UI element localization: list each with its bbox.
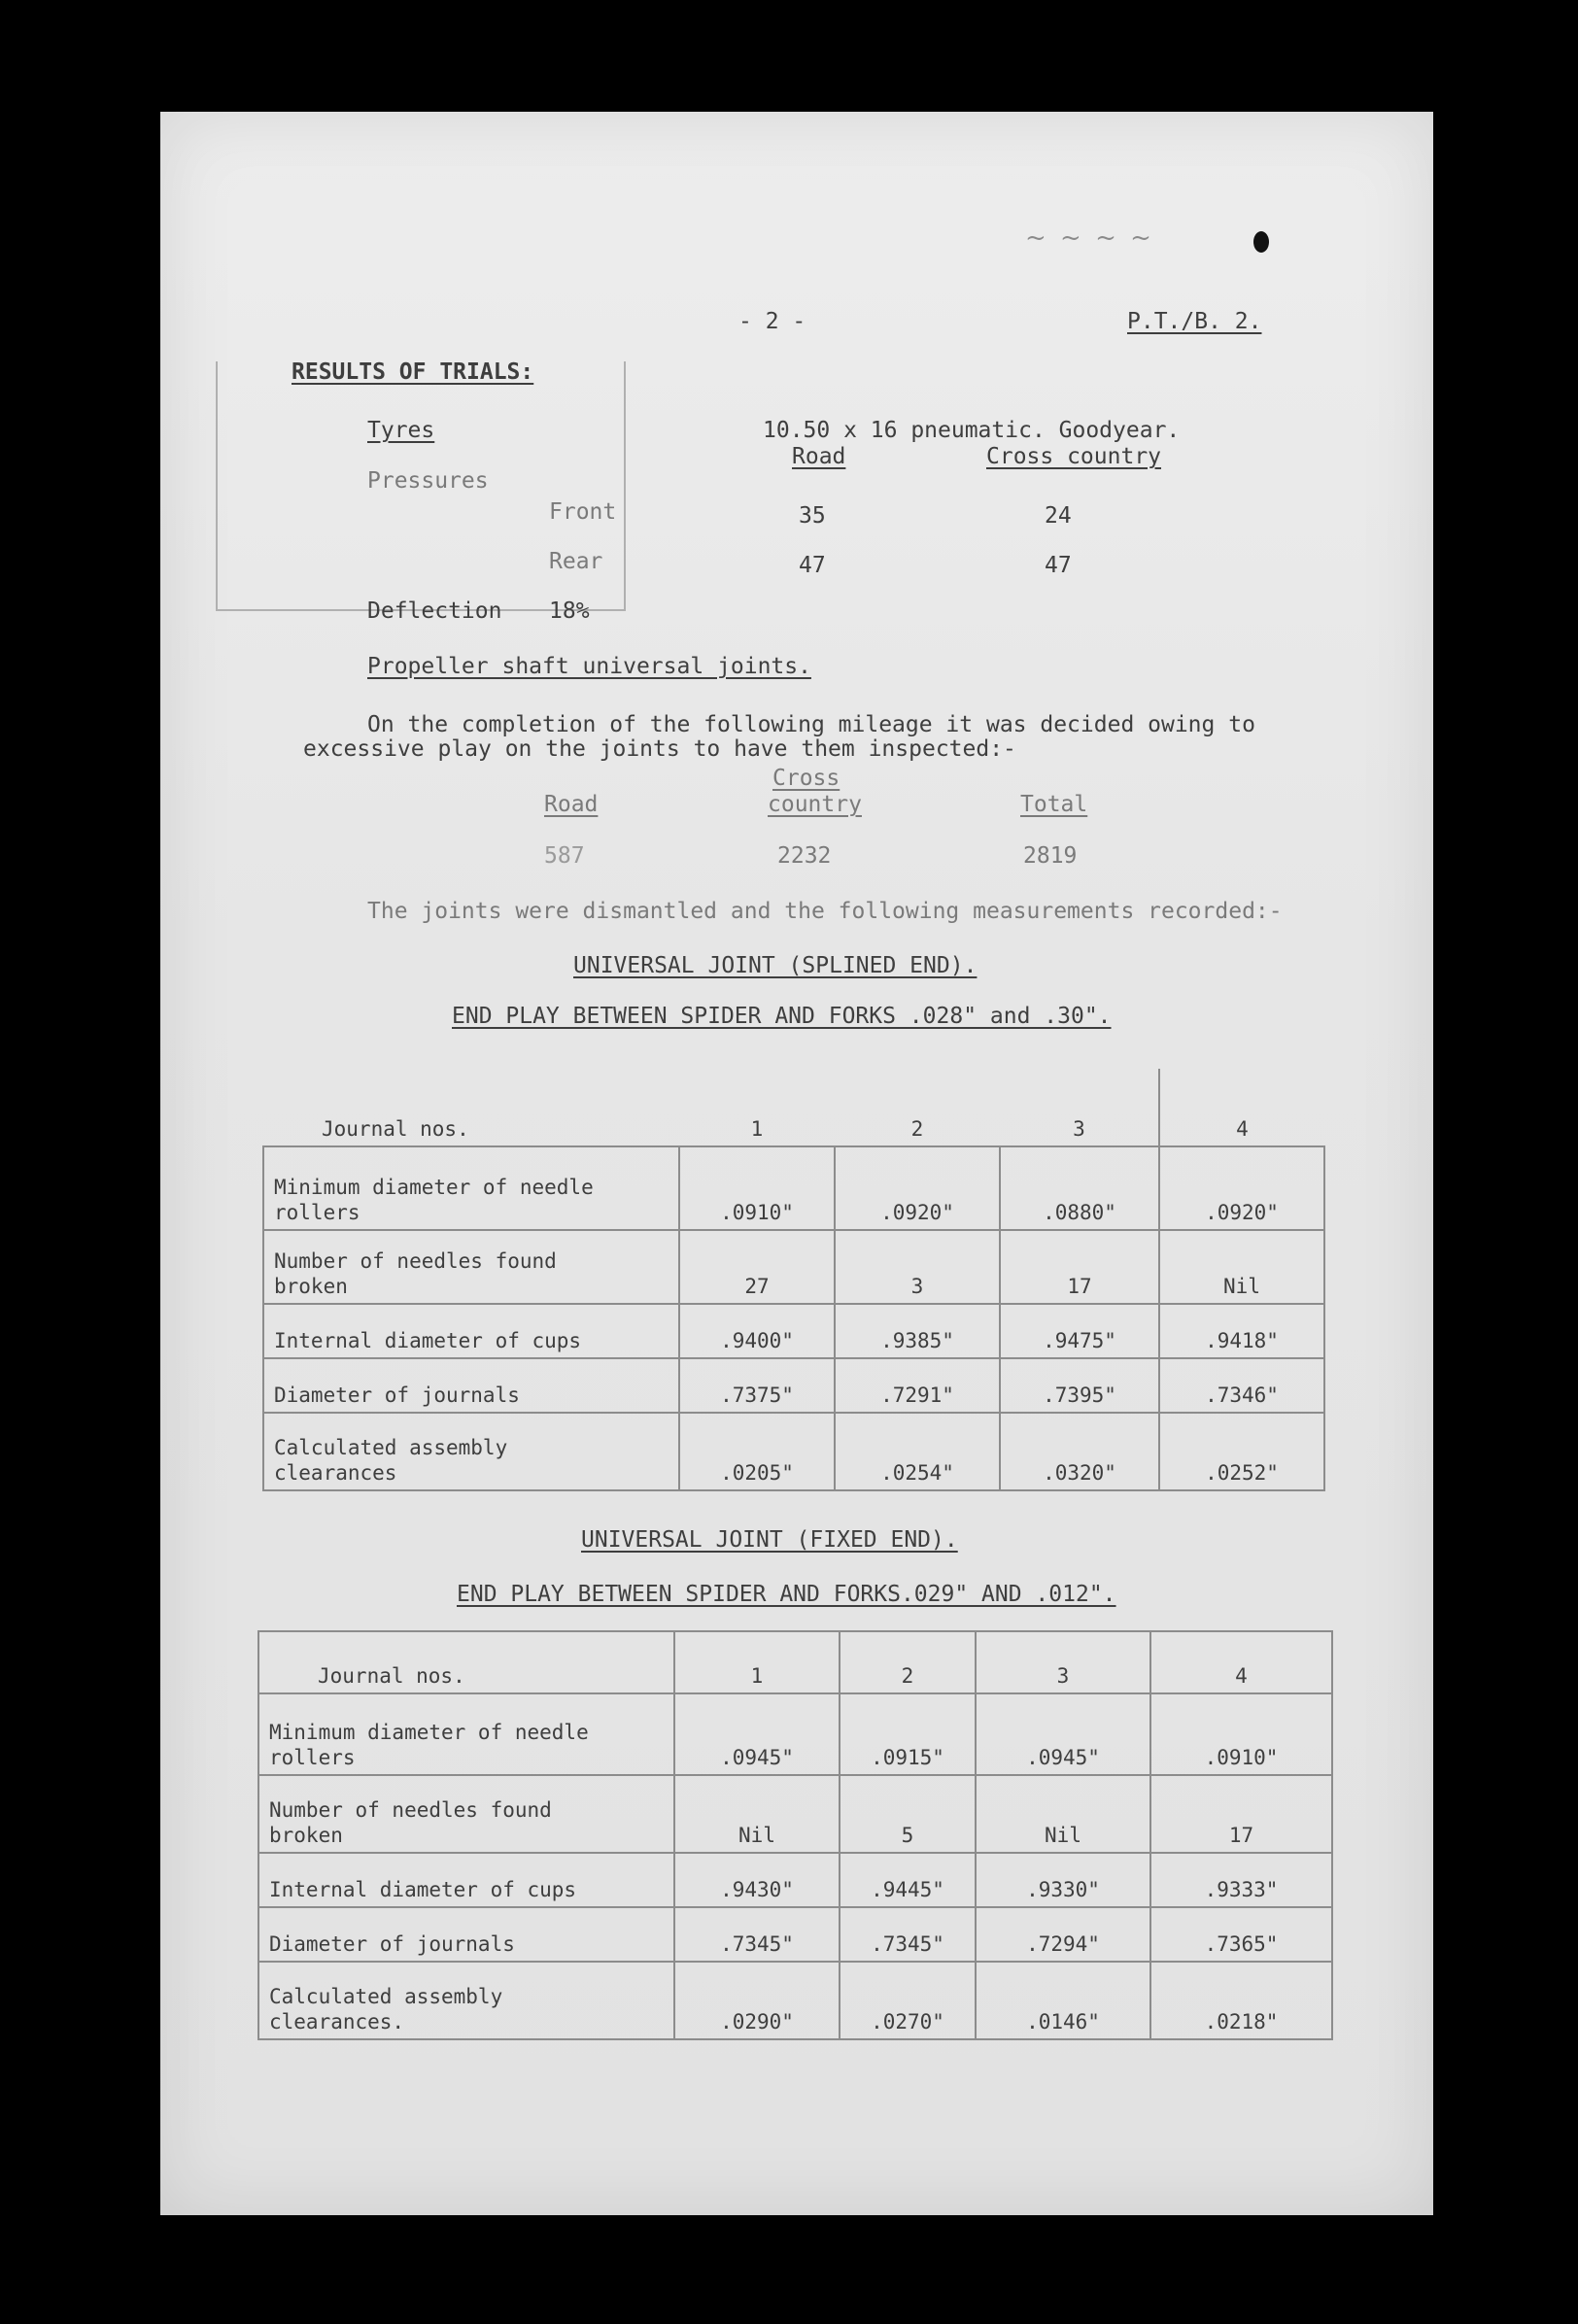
- table-cell: .0880": [1000, 1146, 1159, 1230]
- front-label: Front: [549, 499, 617, 525]
- table1-header-col4: 4: [1159, 1069, 1324, 1146]
- table1-title: UNIVERSAL JOINT (SPLINED END).: [573, 953, 978, 978]
- mileage-total-value: 2819: [1023, 843, 1078, 869]
- table-cell: 17: [1150, 1775, 1332, 1853]
- table1-header-label: Journal nos.: [263, 1069, 679, 1146]
- table-cell: .9333": [1150, 1853, 1332, 1907]
- table-cell: .0920": [835, 1146, 1000, 1230]
- table-cell: 27: [679, 1230, 835, 1304]
- table-cell: .7365": [1150, 1907, 1332, 1962]
- table-cell: .7294": [976, 1907, 1150, 1962]
- row-label-line1: Minimum diameter of needle: [274, 1176, 594, 1199]
- row-label: [258, 1775, 674, 1853]
- table-cell: .0290": [674, 1962, 840, 2039]
- row-label: Internal diameter of cups: [263, 1304, 679, 1358]
- row-label-line2: rollers: [269, 1746, 356, 1769]
- table2-title: UNIVERSAL JOINT (FIXED END).: [581, 1527, 958, 1553]
- table-cell: .0920": [1159, 1146, 1324, 1230]
- mileage-cross-value: 2232: [777, 843, 832, 869]
- table-cell: .9475": [1000, 1304, 1159, 1358]
- deflection-value: 18%: [549, 598, 590, 624]
- results-heading: RESULTS OF TRIALS:: [292, 359, 534, 385]
- rear-label: Rear: [549, 549, 603, 574]
- measurements-line: The joints were dismantled and the following measurements recorded:-: [367, 899, 1283, 924]
- row-label: [263, 1413, 679, 1490]
- table-cell: 17: [1000, 1230, 1159, 1304]
- table-cell: .0945": [674, 1693, 840, 1775]
- table2: [257, 1630, 1333, 2040]
- table-cell: Nil: [1159, 1230, 1324, 1304]
- rear-cross-value: 47: [1045, 553, 1072, 578]
- row-label: [258, 1693, 674, 1775]
- pressures-label: Pressures: [367, 468, 489, 494]
- table-row: [258, 1907, 1332, 1962]
- table-row: [263, 1146, 1324, 1230]
- table2-header-col4: 4: [1150, 1631, 1332, 1693]
- table-cell: .9400": [679, 1304, 835, 1358]
- row-label: [263, 1146, 679, 1230]
- table-row: [258, 1962, 1332, 2039]
- table-cell: .7345": [674, 1907, 840, 1962]
- deflection-label: Deflection: [367, 598, 502, 624]
- table1-header-row: [263, 1069, 1324, 1146]
- tyres-col-road: Road: [792, 444, 846, 469]
- table-row: [263, 1304, 1324, 1358]
- tyres-label: Tyres: [367, 418, 435, 443]
- tyres-description: 10.50 x 16 pneumatic. Goodyear.: [763, 418, 1181, 443]
- front-road-value: 35: [799, 503, 826, 529]
- table-cell: .9330": [976, 1853, 1150, 1907]
- table-cell: 5: [840, 1775, 976, 1853]
- table2-header-row: [258, 1631, 1332, 1693]
- page-number: - 2 -: [738, 309, 806, 334]
- table-cell: .0218": [1150, 1962, 1332, 2039]
- table-cell: .0910": [679, 1146, 835, 1230]
- table1: [262, 1069, 1325, 1491]
- row-label-line2: clearances: [274, 1461, 397, 1485]
- mileage-col-cross-top: Cross: [772, 766, 840, 791]
- table-row: [263, 1230, 1324, 1304]
- table2-subtitle: END PLAY BETWEEN SPIDER AND FORKS.029" AND .012".: [457, 1582, 1116, 1607]
- table-cell: .0252": [1159, 1413, 1324, 1490]
- table-row: [263, 1358, 1324, 1413]
- table-cell: .9445": [840, 1853, 976, 1907]
- row-label-line1: Calculated assembly: [274, 1436, 508, 1459]
- row-label-line1: Number of needles found: [274, 1249, 557, 1273]
- row-label: [258, 1962, 674, 2039]
- table1-header-col2: 2: [835, 1069, 1000, 1146]
- table-cell: .9385": [835, 1304, 1000, 1358]
- row-label-line1: Minimum diameter of needle: [269, 1721, 589, 1744]
- table-cell: Nil: [976, 1775, 1150, 1853]
- row-label-line2: broken: [274, 1275, 348, 1298]
- row-label: Internal diameter of cups: [258, 1853, 674, 1907]
- table-cell: .9418": [1159, 1304, 1324, 1358]
- table-cell: .7345": [840, 1907, 976, 1962]
- row-label: Diameter of journals: [263, 1358, 679, 1413]
- table-cell: .0910": [1150, 1693, 1332, 1775]
- row-label-line1: Number of needles found: [269, 1798, 552, 1822]
- propeller-paragraph-line1: On the completion of the following mileage it was decided owing to: [367, 712, 1255, 737]
- table1-header-col3: 3: [1000, 1069, 1159, 1146]
- table-cell: .0320": [1000, 1413, 1159, 1490]
- document-reference: P.T./B. 2.: [1127, 309, 1262, 334]
- ink-blot: [1253, 231, 1269, 253]
- table1-subtitle: END PLAY BETWEEN SPIDER AND FORKS .028" and .30".: [452, 1004, 1112, 1029]
- row-label-line2: broken: [269, 1824, 343, 1847]
- table-row: [258, 1853, 1332, 1907]
- table-cell: .0205": [679, 1413, 835, 1490]
- tyres-col-cross: Cross country: [986, 444, 1162, 469]
- table-cell: .7375": [679, 1358, 835, 1413]
- table-cell: .0254": [835, 1413, 1000, 1490]
- row-label-line2: clearances.: [269, 2010, 405, 2034]
- row-label: [263, 1230, 679, 1304]
- row-label-line1: Calculated assembly: [269, 1985, 503, 2008]
- mileage-road-value: 587: [544, 843, 585, 869]
- table-cell: .0270": [840, 1962, 976, 2039]
- table-cell: .9430": [674, 1853, 840, 1907]
- table2-header-col3: 3: [976, 1631, 1150, 1693]
- table-cell: 3: [835, 1230, 1000, 1304]
- table-row: [263, 1413, 1324, 1490]
- mileage-col-total: Total: [1020, 792, 1088, 817]
- propeller-paragraph-line2: excessive play on the joints to have them inspected:-: [303, 736, 1016, 762]
- table-cell: .0915": [840, 1693, 976, 1775]
- propeller-heading: Propeller shaft universal joints.: [367, 654, 811, 679]
- table-cell: .0945": [976, 1693, 1150, 1775]
- mileage-col-cross-bottom: country: [768, 792, 862, 817]
- table2-header-col2: 2: [840, 1631, 976, 1693]
- table2-header-label: Journal nos.: [258, 1631, 674, 1693]
- table-row: [258, 1775, 1332, 1853]
- table2-header-col1: 1: [674, 1631, 840, 1693]
- table-cell: .7395": [1000, 1358, 1159, 1413]
- table-cell: .7291": [835, 1358, 1000, 1413]
- table-row: [258, 1693, 1332, 1775]
- rear-road-value: 47: [799, 553, 826, 578]
- table1-header-col1: 1: [679, 1069, 835, 1146]
- table-cell: .0146": [976, 1962, 1150, 2039]
- front-cross-value: 24: [1045, 503, 1072, 529]
- table-cell: .7346": [1159, 1358, 1324, 1413]
- handwritten-annotation: ~ ~ ~ ~: [1025, 223, 1154, 253]
- table-cell: Nil: [674, 1775, 840, 1853]
- mileage-col-road: Road: [544, 792, 599, 817]
- row-label: Diameter of journals: [258, 1907, 674, 1962]
- row-label-line2: rollers: [274, 1201, 360, 1224]
